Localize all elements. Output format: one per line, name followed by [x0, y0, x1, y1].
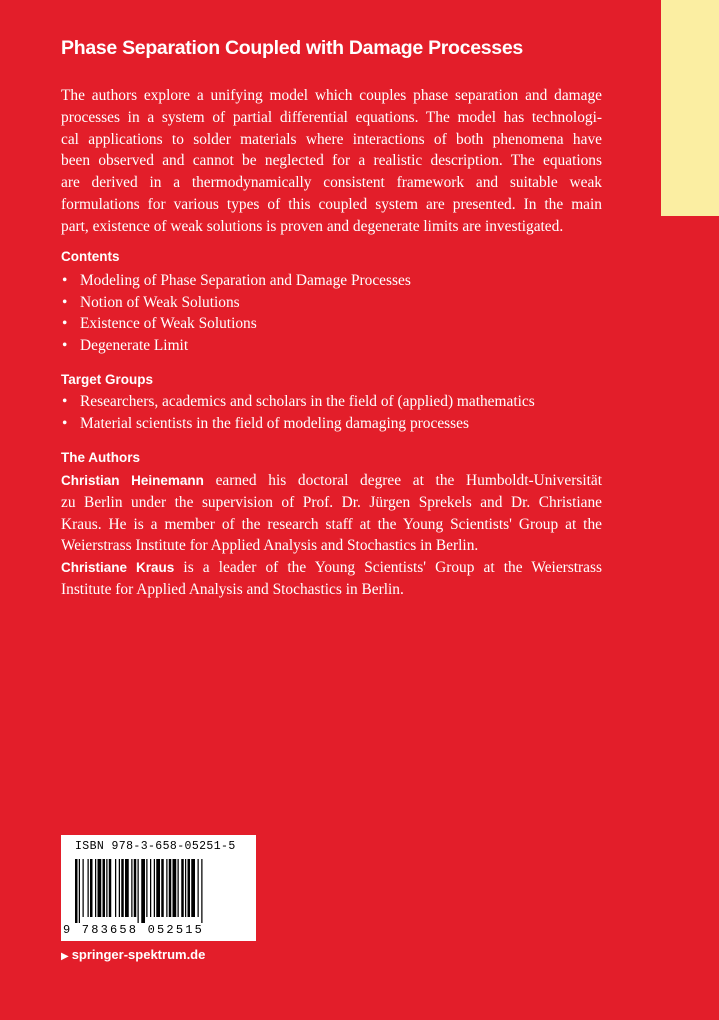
- barcode-bar: [166, 859, 167, 917]
- barcode-bar: [185, 859, 186, 917]
- barcode-bar: [125, 859, 129, 917]
- barcode-bar: [154, 859, 155, 917]
- publisher-url: springer-spektrum.de: [71, 947, 206, 962]
- list-item-text: Notion of Weak Solutions: [80, 293, 240, 311]
- abstract-line: part, existence of weak solutions is proven and degenerate limits are investigated.: [61, 217, 564, 235]
- barcode-bar: [90, 859, 93, 917]
- list-item-text: Degenerate Limit: [80, 336, 189, 354]
- barcode-bar: [178, 859, 179, 917]
- barcode-bar: [161, 859, 164, 917]
- abstract-line: cal applications to solder materials where interactions of both phenomena have: [61, 130, 602, 148]
- target-groups-list: [61, 391, 535, 434]
- list-item: [61, 270, 411, 292]
- barcode-bar: [106, 859, 107, 917]
- barcode-bar: [115, 859, 116, 917]
- bullet-icon: •: [62, 393, 68, 410]
- barcode-bar: [75, 859, 78, 923]
- barcode-digits: 9 783658 052515: [63, 923, 205, 937]
- bullet-icon: •: [62, 272, 68, 289]
- barcode-icon: [75, 859, 247, 923]
- isbn-label: ISBN 978-3-658-05251-5: [75, 840, 236, 853]
- barcode-bar: [169, 859, 172, 917]
- author-line: Institute for Applied Analysis and Stochastics in Berlin.: [61, 580, 404, 598]
- arrow-right-icon: ▶: [61, 951, 69, 962]
- abstract-line: are derived in a thermodynamically consistent framework and suitable weak: [61, 174, 602, 192]
- barcode-bar: [79, 859, 80, 923]
- author-line: [61, 470, 602, 492]
- barcode-bar: [150, 859, 151, 917]
- list-item: [61, 413, 535, 435]
- bullet-icon: •: [62, 315, 68, 333]
- barcode-bar: [109, 859, 112, 917]
- author-text: earned his doctoral degree at the Humboldt-Universität: [203, 472, 602, 489]
- barcode-bar: [98, 859, 102, 917]
- bullet-icon: •: [62, 293, 68, 311]
- list-item: [61, 292, 411, 314]
- list-item-text: Modeling of Phase Separation and Damage Processes: [80, 272, 411, 289]
- yellow-accent-tab: [661, 0, 719, 216]
- barcode-bar: [88, 859, 89, 917]
- abstract-line: been observed and cannot be neglected for a realistic description. The equations: [61, 152, 602, 170]
- barcode-bar: [198, 859, 199, 917]
- barcode-bar: [146, 859, 147, 917]
- list-item-text: Researchers, academics and scholars in the field of (applied) mathematics: [80, 393, 535, 410]
- authors-heading: The Authors: [61, 450, 140, 465]
- author-line: zu Berlin under the supervision of Prof. Dr. Jürgen Sprekels and Dr. Christiane: [61, 493, 602, 511]
- list-item-text: Material scientists in the field of modeling damaging processes: [80, 414, 469, 432]
- authors-bio: [61, 470, 602, 601]
- author-line: Kraus. He is a member of the research staff at the Young Scientists' Group at the: [61, 515, 602, 533]
- publisher-link[interactable]: [61, 947, 205, 962]
- contents-heading: Contents: [61, 249, 120, 264]
- list-item-text: Existence of Weak Solutions: [80, 315, 257, 333]
- barcode-bar: [141, 859, 145, 923]
- author-line: Weierstrass Institute for Applied Analysis and Stochastics in Berlin.: [61, 537, 479, 555]
- barcode-box: [61, 835, 256, 941]
- barcode-bar: [156, 859, 160, 917]
- abstract-line: processes in a system of partial differential equations. The model has technologi-: [61, 108, 602, 126]
- book-title: Phase Separation Coupled with Damage Processes: [61, 37, 523, 59]
- list-item: [61, 335, 411, 357]
- barcode-bar: [181, 859, 184, 917]
- list-item: [61, 313, 411, 335]
- abstract: [61, 85, 602, 238]
- abstract-line: formulations for various types of this coupled system are presented. In the main: [61, 195, 602, 213]
- author-text: is a leader of the Young Scientists' Group at the Weierstrass: [174, 559, 602, 577]
- barcode-bar: [131, 859, 132, 917]
- author-name: Christian Heinemann: [61, 473, 204, 488]
- author-line: [61, 557, 602, 579]
- barcode-bar: [191, 859, 195, 917]
- barcode-bar: [103, 859, 106, 917]
- barcode-bar: [173, 859, 177, 917]
- barcode-bar: [119, 859, 120, 917]
- barcode-bar: [121, 859, 124, 917]
- author-name: Christiane Kraus: [61, 560, 175, 576]
- barcode-bar: [201, 859, 202, 923]
- barcode-bar: [138, 859, 139, 923]
- bullet-icon: •: [62, 414, 68, 432]
- contents-list: [61, 270, 411, 356]
- abstract-line: The authors explore a unifying model which couples phase separation and damage: [61, 87, 602, 104]
- barcode-bar: [188, 859, 191, 917]
- bullet-icon: •: [62, 336, 68, 354]
- barcode-bar: [95, 859, 96, 917]
- list-item: [61, 391, 535, 413]
- barcode-bar: [134, 859, 137, 917]
- barcode-bar: [83, 859, 84, 917]
- target-groups-heading: Target Groups: [61, 372, 154, 387]
